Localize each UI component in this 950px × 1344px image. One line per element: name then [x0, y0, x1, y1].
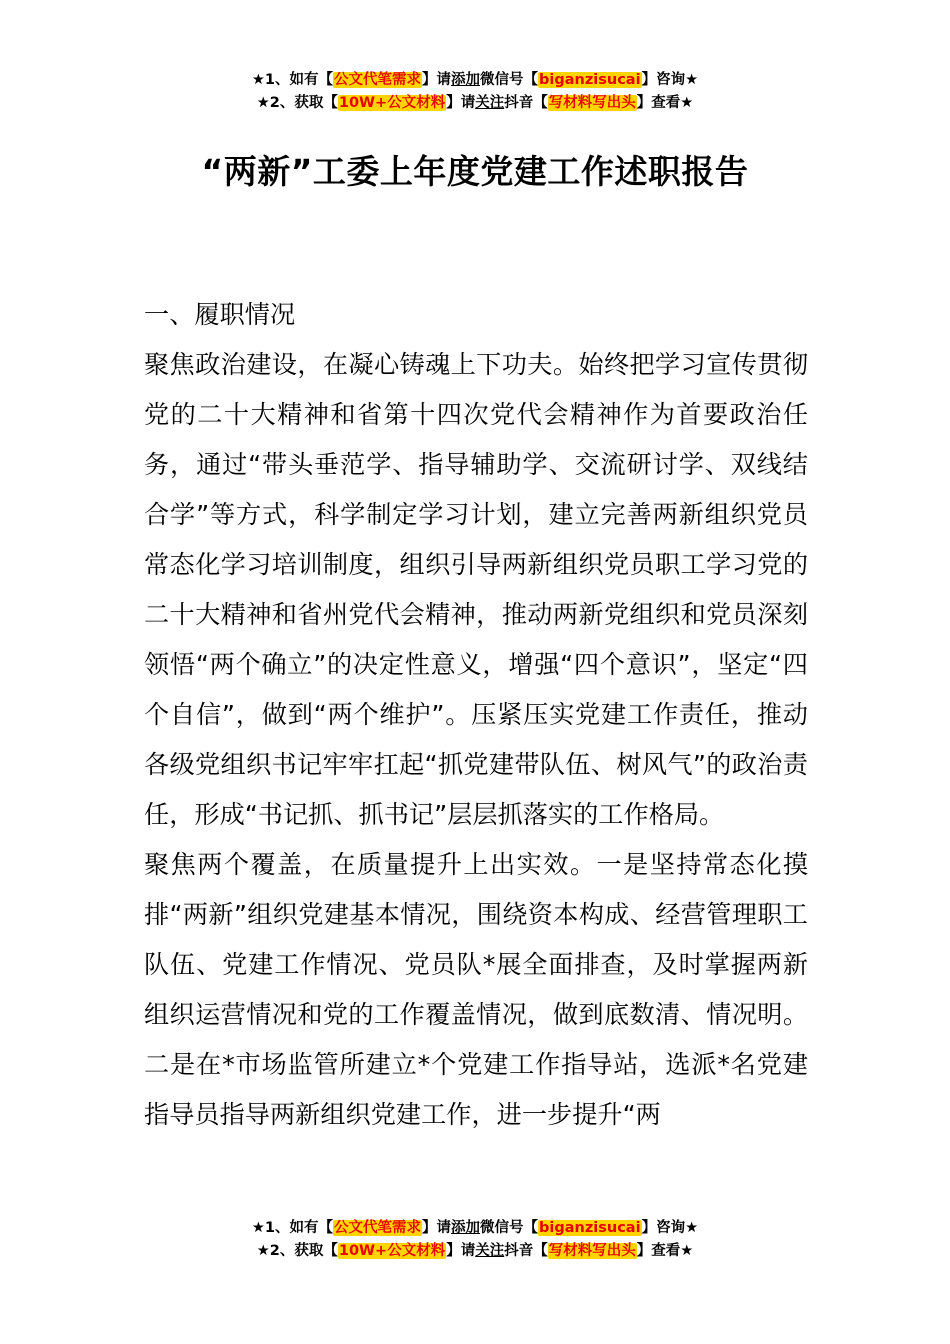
promo-underlined: 关注: [475, 95, 505, 111]
promo-line-1: [0, 1217, 950, 1240]
promo-highlight-materials: 10W+公文材料: [338, 95, 446, 111]
promo-highlight-douyin: 写材料写出头: [548, 95, 636, 111]
promo-text: 】咨询★: [641, 72, 699, 88]
paragraph: 聚焦两个覆盖，在质量提升上出实效。一是坚持常态化摸排“两新”组织党建基本情况，围绕资本构成、经营管理职工队伍、党建工作情况、党员队*展全面排查，及时掌握两新组织运营情况和党的工作覆盖情况，做到底数清、情况明。二是在*市场监管所建立*个党建工作指导站，选派*名党建指导员指导两新组织党建工作，进一步提升“两: [144, 850, 808, 1129]
promo-highlight-wechat-id: biganzisucai: [539, 1220, 641, 1236]
promo-highlight-service: 公文代笔需求: [334, 1220, 422, 1236]
promo-text: 抖音【: [504, 95, 548, 111]
promo-text: 】请: [446, 1243, 476, 1259]
promo-line-1: [0, 69, 950, 92]
promo-text: 】咨询★: [641, 1220, 699, 1236]
promo-text: 抖音【: [504, 1243, 548, 1259]
promo-text: ★1、如有【: [251, 72, 334, 88]
section-heading: 一、履职情况: [144, 300, 296, 329]
promo-text: ★1、如有【: [251, 1220, 334, 1236]
promo-text: 】请: [422, 1220, 452, 1236]
promo-highlight-wechat-id: biganzisucai: [539, 72, 641, 88]
promo-highlight-materials: 10W+公文材料: [338, 1243, 446, 1259]
header-promo-banner: [0, 69, 950, 115]
promo-highlight-douyin: 写材料写出头: [548, 1243, 636, 1259]
promo-text: 微信号【: [480, 1220, 539, 1236]
footer-promo-banner: [0, 1217, 950, 1263]
promo-text: 】查看★: [636, 95, 694, 111]
promo-text: 】请: [422, 72, 452, 88]
promo-text: 微信号【: [480, 72, 539, 88]
promo-text: ★2、获取【: [256, 1243, 338, 1259]
promo-text: 】查看★: [636, 1243, 694, 1259]
promo-line-2: [0, 92, 950, 115]
promo-underlined: 添加: [451, 72, 481, 88]
promo-text: 】请: [446, 95, 476, 111]
promo-underlined: 添加: [451, 1220, 481, 1236]
document-body: [144, 290, 808, 1140]
promo-text: ★2、获取【: [256, 95, 338, 111]
promo-line-2: [0, 1240, 950, 1263]
promo-highlight-service: 公文代笔需求: [334, 72, 422, 88]
document-title: “两新”工委上年度党建工作述职报告: [201, 152, 749, 191]
paragraph: 聚焦政治建设，在凝心铸魂上下功夫。始终把学习宣传贯彻党的二十大精神和省第十四次党代会精神作为首要政治任务，通过“带头垂范学、指导辅助学、交流研讨学、双线结合学”等方式，科学制定学习计划，建立完善两新组织党员常态化学习培训制度，组织引导两新组织党员职工学习党的二十大精神和省州党代会精神，推动两新党组织和党员深刻领悟“两个确立”的决定性意义，增强“四个意识”，坚定“四个自信”，做到“两个维护”。压紧压实党建工作责任，推动各级党组织书记牢牢扛起“抓党建带队伍、树风气”的政治责任，形成“书记抓、抓书记”层层抓落实的工作格局。: [144, 350, 808, 829]
promo-underlined: 关注: [475, 1243, 505, 1259]
